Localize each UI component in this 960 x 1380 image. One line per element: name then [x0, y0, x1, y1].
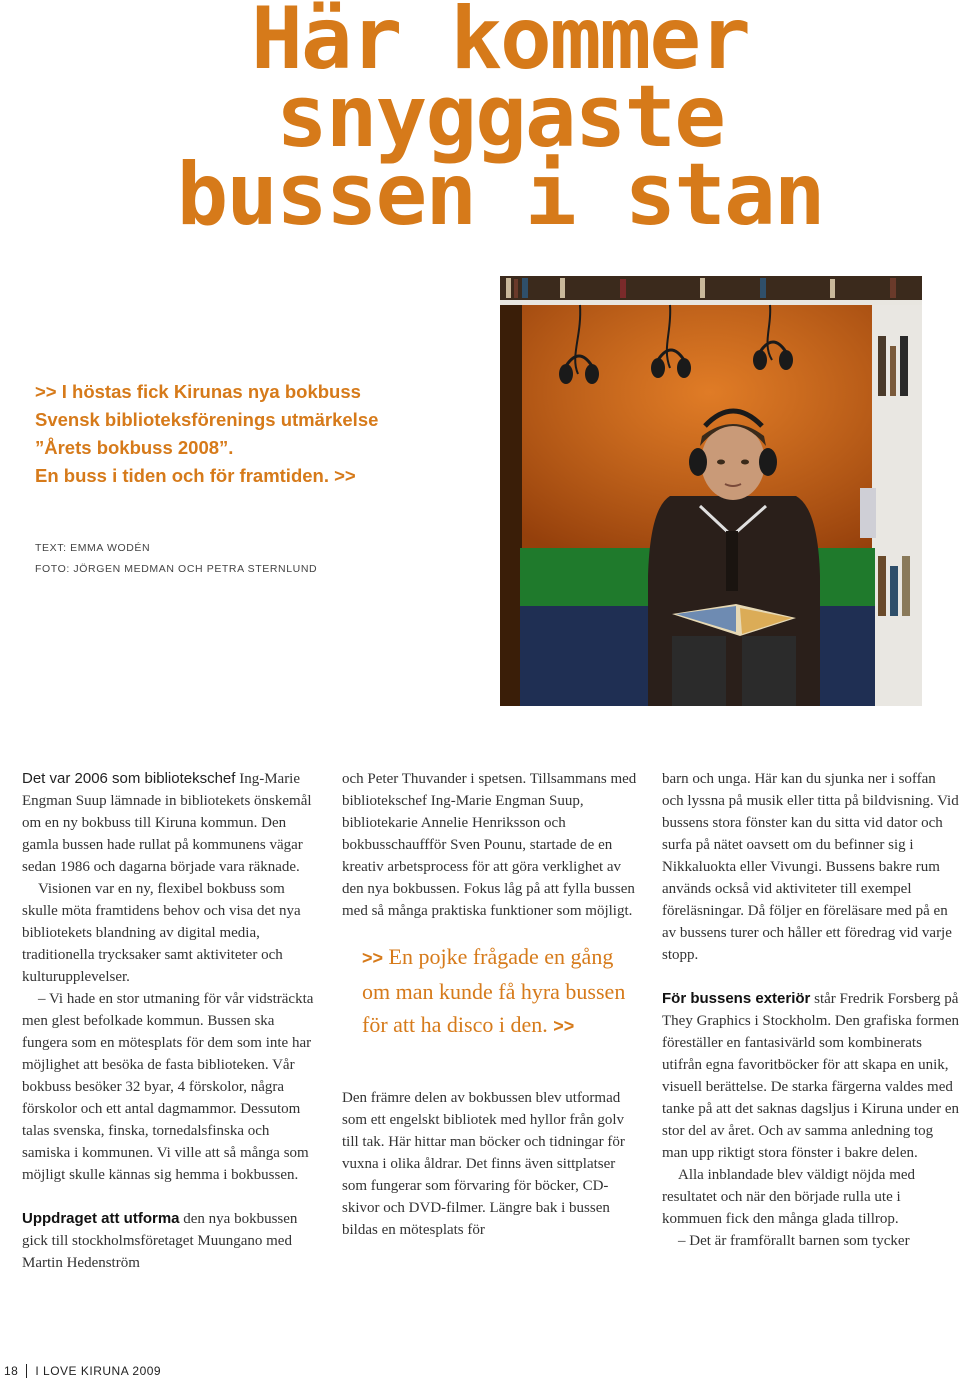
quote-arrow-icon: >>: [362, 948, 384, 968]
subheading: Uppdraget att utforma: [22, 1210, 180, 1227]
article-photo: [500, 276, 922, 706]
pull-quote-text: En pojke frågade en gång om man kunde få hyra bussen för att ha disco i den.: [362, 944, 626, 1037]
text-credit: TEXT: EMMA WODÉN: [35, 542, 151, 554]
paragraph: och Peter Thuvander i spetsen. Tillsammans med bibliotekschef Ing-Marie Engman Suup, bibliotekarie Annelie Henriksson och bokbusschauffför Sven Pounu, startade de en kreativ arbetsprocess för att göra verklighet av den nya bokbussen. Fokus låg på att fylla bussen med så många praktiska funktioner som möjligt.: [342, 771, 637, 919]
headline: [150, 0, 850, 245]
headline-line: bussen i stan: [176, 145, 824, 245]
intro-line: En buss i tiden och för framtiden. >>: [35, 465, 356, 486]
intro-text: [35, 378, 475, 490]
headline-line: snyggaste: [276, 67, 724, 167]
headline-line: Här kommer: [251, 0, 749, 89]
paragraph: barn och unga. Här kan du sjunka ner i soffan och lyssna på musik eller titta på bildvisning. Vid bussens stora fönster kan du sitta vid dator och surfa på nätet oavsett om du befinner sig i Nikkaluokta eller Vivungi. Bussens bakre rum används också vid aktiviteter till exempel föreläsningar. Då följer en föreläsare med på en av bussens turer och håller ett föredrag vid varje stopp.: [662, 771, 959, 963]
intro-line: >> I höstas fick Kirunas nya bokbuss: [35, 381, 361, 402]
article-column-3: [662, 768, 960, 1252]
photo-illustration: [500, 276, 922, 706]
paragraph-text: den nya bokbussen gick till stockholmsföretaget Muungano med Martin Hedenström: [22, 1211, 298, 1271]
paragraph: Visionen var en ny, flexibel bokbuss som skulle möta framtidens behov och visa det nya bibliotekets blandning av digital media, traditionella trycksaker samt aktiviteter och kulturupplevelser.: [22, 881, 301, 985]
paragraph: Alla inblandade blev väldigt nöjda med resultatet och när den började rulla ute i kommuen fick den många glada tillrop.: [662, 1167, 916, 1227]
intro-line: Svensk biblioteksförenings utmärkelse: [35, 409, 379, 430]
paragraph-text: Ing-Marie Engman Suup lämnade in bibliotekets önskemål om en ny bokbuss till Kiruna kommun. Den gamla bussen hade rullat på kommunens vägar sedan 1986 och dagarna började vara räknade.: [22, 771, 312, 875]
paragraph: – Det är framförallt barnen som tycker: [678, 1233, 910, 1249]
photo-credit: FOTO: JÖRGEN MEDMAN OCH PETRA STERNLUND: [35, 563, 318, 575]
paragraph: Den främre delen av bokbussen blev utformad som ett engelskt bibliotek med hyllor från golv till tak. Här hittar man böcker och tidningar för vuxna i olika åldrar. Det finns även sittplatser som fungerar som förvaring för böcker, CD-skivor och DVD-filmer. Längre bak i bussen bildas en mötesplats för: [342, 1090, 625, 1238]
quote-arrow-icon: >>: [553, 1016, 575, 1036]
paragraph-text: står Fredrik Forsberg på They Graphics i Stockholm. Den grafiska formen föreställer en fantasivärld som kombinerats utifrån egna favoritböcker för att skapa en unik, visuell berättelse. De starka färgerna valdes med tanke på att det saknas dagsljus i Kiruna under en stor del av året. Och av samma anledning tog man upp riktigt stora fönster i bakre delen.: [662, 991, 960, 1161]
paragraph-lead: Det var 2006 som bibliotekschef: [22, 770, 236, 787]
paragraph: – Vi hade en stor utmaning för vår vidsträckta men glest befolkade kommun. Bussen ska fungera som en mötesplats för dem som inte har möjlighet att besöka de fasta biblioteken. Vår bokbuss besöker 32 byar, 4 förskolor, några förskolor och ett antal dagmammor. Dessutom talas svenska, finska, tornedalsfinska och samiska i kommunen. Vi ville att så många som möjligt skulle kännas sig hemma i bokbussen.: [22, 991, 314, 1183]
article-column-1: [22, 768, 318, 1274]
article-column-2: [342, 768, 640, 1241]
publication-title: I LOVE KIRUNA 2009: [35, 1364, 162, 1378]
pull-quote: [362, 940, 640, 1043]
subheading: För bussens exteriör: [662, 990, 811, 1007]
page-footer: [0, 1364, 161, 1378]
intro-line: ”Årets bokbuss 2008”.: [35, 437, 234, 458]
page-number: 18: [0, 1364, 27, 1378]
credits: [35, 538, 317, 580]
